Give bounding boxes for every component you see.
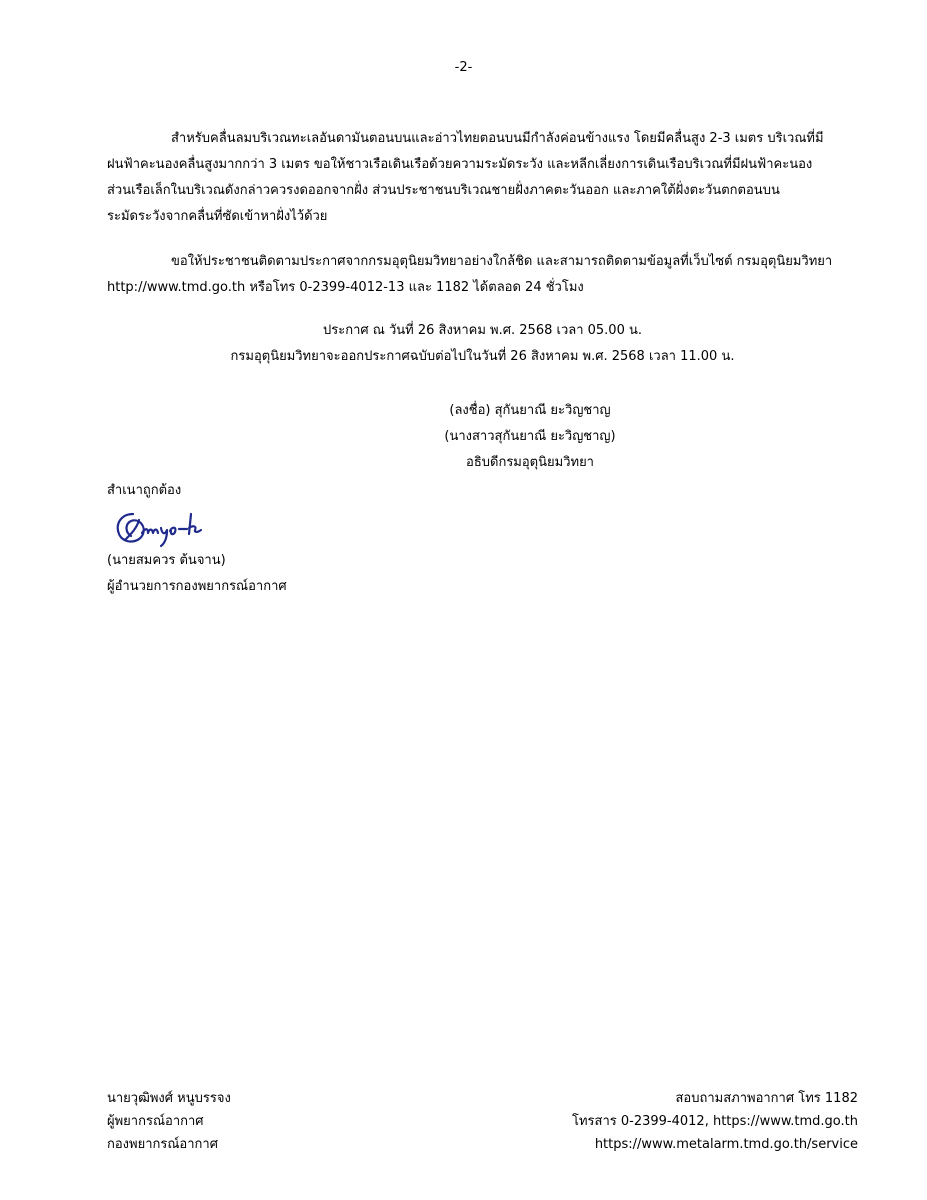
certified-copy-block (107, 478, 287, 600)
footer-service-url: https://www.metalarm.tmd.go.th/service (594, 1137, 858, 1152)
announcement-issued: ประกาศ ณ วันที่ 26 สิงหาคม พ.ศ. 2568 เวลา 05.00 น. (322, 323, 643, 338)
director-signature-block (430, 398, 630, 476)
footer-forecaster-block (107, 1087, 231, 1156)
paragraph-line: ฝนฟ้าคะนองคลื่นสูงมากกว่า 3 เมตร ขอให้ชาวเรือเดินเรือด้วยความระมัดระวัง และหลีกเลี่ยงการเดินเรือบริเวณที่มีฝนฟ้าคะนอง (107, 157, 813, 172)
footer-forecaster-role: ผู้พยากรณ์อากาศ (107, 1114, 204, 1129)
paragraph-line: ระมัดระวังจากคลื่นที่ซัดเข้าหาฝั่งไว้ด้วย (107, 209, 328, 224)
footer-contact-block (572, 1087, 858, 1156)
announcement-next: กรมอุตุนิยมวิทยาจะออกประกาศฉบับต่อไปในวันที่ 26 สิงหาคม พ.ศ. 2568 เวลา 11.00 น. (230, 349, 735, 364)
signer-full-name: (นางสาวสุกันยาณี ยะวิญชาญ) (444, 429, 616, 444)
footer-forecaster-name: นายวุฒิพงศ์ หนูบรรจง (107, 1091, 231, 1106)
footer-inquiry: สอบถามสภาพอากาศ โทร 1182 (675, 1091, 858, 1106)
handwritten-signature (109, 504, 205, 548)
signer-signed: (ลงชื่อ) สุกันยาณี ยะวิญชาญ (449, 403, 611, 418)
footer-division: กองพยากรณ์อากาศ (107, 1137, 218, 1152)
certified-name: (นายสมควร ต้นจาน) (107, 553, 226, 568)
paragraph-follow-updates (107, 249, 858, 301)
paragraph-sea-conditions (107, 126, 858, 230)
certified-position: ผู้อำนวยการกองพยากรณ์อากาศ (107, 579, 287, 594)
footer-fax-website: โทรสาร 0-2399-4012, https://www.tmd.go.th (572, 1114, 858, 1129)
paragraph-line: สำหรับคลื่นลมบริเวณทะเลอันดามันตอนบนและอ่าวไทยตอนบนมีกำลังค่อนข้างแรง โดยมีคลื่นสูง 2-3 เมตร บริเวณที่มี (171, 131, 824, 146)
signer-position: อธิบดีกรมอุตุนิยมวิทยา (466, 455, 594, 470)
paragraph-line: ขอให้ประชาชนติดตามประกาศจากกรมอุตุนิยมวิทยาอย่างใกล้ชิด และสามารถติดตามข้อมูลที่เว็บไซต์ กรมอุตุนิยมวิทยา (171, 254, 833, 269)
page-number: -2- (454, 60, 473, 75)
certified-label: สำเนาถูกต้อง (107, 483, 182, 498)
announcement-block (107, 318, 858, 370)
paragraph-line: http://www.tmd.go.th หรือโทร 0-2399-4012-13 และ 1182 ได้ตลอด 24 ชั่วโมง (107, 280, 584, 295)
paragraph-line: ส่วนเรือเล็กในบริเวณดังกล่าวควรงดออกจากฝั่ง ส่วนประชาชนบริเวณชายฝั่งภาคตะวันออก และภาคใต้ฝั่งตะวันตกตอนบน (107, 183, 780, 198)
